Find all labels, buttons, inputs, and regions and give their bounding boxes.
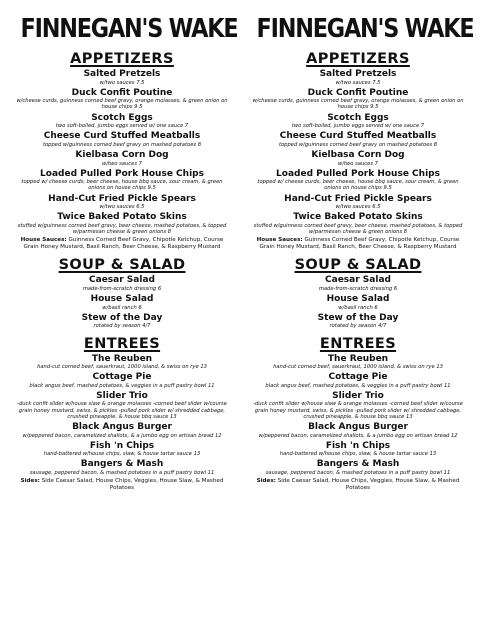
entrees-heading: ENTREES [83, 335, 161, 352]
item-desc: sausage, peppered bacon, & mashed potatoes in a puff pastry bowl 11 [29, 469, 215, 476]
item-desc: -duck confit slider w/house slaw & orange molasses -corned beef slider w/course grain honey mustard, swiss, & pickles -pulled pork slider w/ shredded cabbage, crushed pineapple, & house bbq sauce 13 [17, 401, 227, 420]
menu-item [4, 194, 240, 211]
item-name: Cottage Pie [92, 372, 152, 383]
menu-item [4, 169, 240, 192]
menu-item [240, 69, 476, 86]
menu-item [4, 212, 240, 235]
item-desc: w/cheese curds, guinness corned beef gravy, orange molasses, & green onion on house chips 9.5 [252, 98, 464, 111]
menu-item [240, 212, 476, 235]
menu-item [4, 354, 240, 371]
menu-item [4, 294, 240, 311]
menu-item [240, 422, 476, 439]
item-name: Kielbasa Corn Dog [311, 150, 405, 161]
item-desc: hand-battered w/house chips, slaw, & house tartar sauce 13 [43, 451, 201, 458]
menu-column-left [4, 14, 240, 621]
menu-item [4, 131, 240, 148]
item-name: Black Angus Burger [308, 422, 408, 433]
menu-item [4, 422, 240, 439]
item-desc: w/two sauces 7.5 [99, 79, 145, 86]
item-name: Bangers & Mash [80, 459, 164, 470]
item-name: Stew of the Day [81, 312, 163, 323]
appetizers-heading: APPETIZERS [70, 51, 174, 67]
menu-item [240, 354, 476, 371]
house-sauces-label: House Sauces: [20, 237, 67, 244]
item-name: Hand-Cut Fried Pickle Spears [284, 193, 432, 204]
item-name: Cheese Curd Stuffed Meatballs [43, 131, 201, 142]
menu-item [240, 194, 476, 211]
item-desc: stuffed w/guinness corned beef gravy, beer cheese, mashed potatoes, & topped w/parmesan cheese & green onions 8 [253, 222, 463, 236]
house-sauces-note [4, 237, 240, 250]
item-name: The Reuben [91, 353, 153, 364]
item-desc: topped w/guinness corned beef gravy on mashed potatoes 8 [42, 141, 202, 148]
sides-text: Side Caesar Salad, House Chips, Veggies, House Slaw, & Mashed Potatoes [41, 478, 224, 491]
menu-title: FINNEGAN'S WAKE [20, 14, 238, 44]
menu-item [240, 275, 476, 292]
menu-item [240, 169, 476, 192]
menu-item [240, 113, 476, 130]
sides-label: Sides: [256, 478, 276, 485]
entrees-section [4, 333, 240, 492]
appetizers-section [240, 48, 476, 250]
soup-salad-heading: SOUP & SALAD [294, 257, 422, 274]
item-desc: hand-cut corned beef, sauerkraut, 1000 island, & swiss on rye 13 [273, 364, 443, 371]
item-desc: w/two sauces 7 [338, 160, 378, 167]
item-name: Stew of the Day [317, 312, 399, 323]
item-desc: w/basil ranch 6 [338, 304, 378, 311]
item-name: Hand-Cut Fried Pickle Spears [48, 193, 196, 204]
soup-salad-section [4, 254, 240, 329]
item-desc: w/cheese curds, guinness corned beef gravy, orange molasses, & green onion on house chips 9.5 [16, 98, 228, 111]
item-name: Duck Confit Poutine [71, 87, 173, 98]
sides-note [240, 478, 476, 491]
item-desc: w/two sauces 7.5 [335, 79, 381, 86]
appetizers-heading: APPETIZERS [306, 51, 410, 67]
item-desc: topped w/ cheese curds, beer cheese, house bbq sauce, sour cream, & green onions on house chips 9.5 [21, 179, 223, 192]
menu-item [4, 113, 240, 130]
menu-item [240, 150, 476, 167]
item-name: Black Angus Burger [72, 422, 172, 433]
menu-item [4, 459, 240, 476]
item-name: Cheese Curd Stuffed Meatballs [279, 131, 437, 142]
sides-label: Sides: [20, 478, 40, 485]
item-name: Salted Pretzels [319, 69, 397, 79]
entrees-heading: ENTREES [319, 335, 397, 352]
item-desc: w/two sauces 7 [102, 160, 142, 167]
item-desc: black angus beef, mashed potatoes, & veggies in a puff pastry bowl 11 [29, 382, 215, 389]
item-desc: stuffed w/guinness corned beef gravy, beer cheese, mashed potatoes, & topped w/parmesan cheese & green onions 8 [17, 222, 227, 236]
item-name: Kielbasa Corn Dog [75, 150, 169, 161]
menu-item [4, 69, 240, 86]
menu-item [240, 294, 476, 311]
menu-item [240, 372, 476, 389]
item-desc: w/two sauces 6.5 [99, 204, 145, 211]
item-desc: two soft-boiled, jumbo eggs served w/ one sauce 7 [291, 123, 425, 130]
item-name: House Salad [90, 294, 154, 305]
item-desc: hand-battered w/house chips, slaw, & house tartar sauce 13 [279, 451, 437, 458]
item-name: Slider Trio [96, 390, 148, 401]
menu-title: FINNEGAN'S WAKE [256, 14, 474, 44]
item-desc: made-from-scratch dressing 6 [318, 285, 398, 292]
menu-item [240, 441, 476, 458]
entrees-section [240, 333, 476, 492]
menu-item [240, 391, 476, 420]
item-name: Scotch Eggs [327, 112, 389, 123]
item-desc: w/peppered bacon, caramelized shallots, & a jumbo egg on artisan bread 12 [22, 432, 222, 439]
item-name: Cottage Pie [328, 372, 388, 383]
item-name: Loaded Pulled Pork House Chips [276, 168, 440, 179]
item-name: Scotch Eggs [91, 112, 153, 123]
menu-item [4, 150, 240, 167]
menu-item [4, 313, 240, 330]
item-desc: w/peppered bacon, caramelized shallots, & a jumbo egg on artisan bread 12 [258, 432, 458, 439]
sides-note [4, 478, 240, 491]
menu-item [4, 441, 240, 458]
item-desc: two soft-boiled, jumbo eggs served w/ one sauce 7 [55, 123, 189, 130]
item-name: Twice Baked Potato Skins [57, 212, 187, 223]
item-name: Caesar Salad [89, 275, 155, 286]
menu-item [4, 372, 240, 389]
house-sauces-note [240, 237, 476, 250]
menu-item [4, 275, 240, 292]
item-name: Fish 'n Chips [325, 440, 391, 451]
menu-item [240, 131, 476, 148]
item-name: The Reuben [327, 353, 389, 364]
house-sauces-text: Guinness Corned Beef Gravy, Chipotle Ketchup, Course Grain Honey Mustard, Basil Ranch, Beer Cheese, & Raspberry Mustard [259, 237, 460, 250]
item-name: Twice Baked Potato Skins [293, 212, 423, 223]
soup-salad-section [240, 254, 476, 329]
sides-text: Side Caesar Salad, House Chips, Veggies, House Slaw, & Mashed Potatoes [277, 478, 460, 491]
item-desc: hand-cut corned beef, sauerkraut, 1000 island, & swiss on rye 13 [37, 364, 207, 371]
appetizers-section [4, 48, 240, 250]
menu-item [240, 459, 476, 476]
item-desc: w/basil ranch 6 [102, 304, 142, 311]
item-name: Caesar Salad [325, 275, 391, 286]
menu-item [4, 391, 240, 420]
menu-item [240, 313, 476, 330]
house-sauces-text: Guinness Corned Beef Gravy, Chipotle Ketchup, Course Grain Honey Mustard, Basil Ranch, Beer Cheese, & Raspberry Mustard [23, 237, 224, 250]
item-name: Bangers & Mash [316, 459, 400, 470]
item-desc: rotated by season 4/7 [93, 323, 151, 330]
soup-salad-heading: SOUP & SALAD [58, 257, 186, 274]
item-desc: black angus beef, mashed potatoes, & veggies in a puff pastry bowl 11 [265, 382, 451, 389]
item-name: Duck Confit Poutine [307, 87, 409, 98]
item-name: Slider Trio [332, 390, 384, 401]
item-name: Salted Pretzels [83, 69, 161, 79]
menu-item [4, 88, 240, 111]
item-name: Loaded Pulled Pork House Chips [40, 168, 204, 179]
item-desc: -duck confit slider w/house slaw & orange molasses -corned beef slider w/course grain honey mustard, swiss, & pickles -pulled pork slider w/ shredded cabbage, crushed pineapple, & house bbq sauce 13 [253, 401, 463, 420]
item-desc: topped w/ cheese curds, beer cheese, house bbq sauce, sour cream, & green onions on house chips 9.5 [257, 179, 459, 192]
menu-column-right [240, 14, 476, 621]
house-sauces-label: House Sauces: [256, 237, 303, 244]
item-desc: topped w/guinness corned beef gravy on mashed potatoes 8 [278, 141, 438, 148]
item-name: House Salad [326, 294, 390, 305]
item-desc: rotated by season 4/7 [329, 323, 387, 330]
item-desc: made-from-scratch dressing 6 [82, 285, 162, 292]
item-desc: sausage, peppered bacon, & mashed potatoes in a puff pastry bowl 11 [265, 469, 451, 476]
menu-item [240, 88, 476, 111]
item-name: Fish 'n Chips [89, 440, 155, 451]
item-desc: w/two sauces 6.5 [335, 204, 381, 211]
